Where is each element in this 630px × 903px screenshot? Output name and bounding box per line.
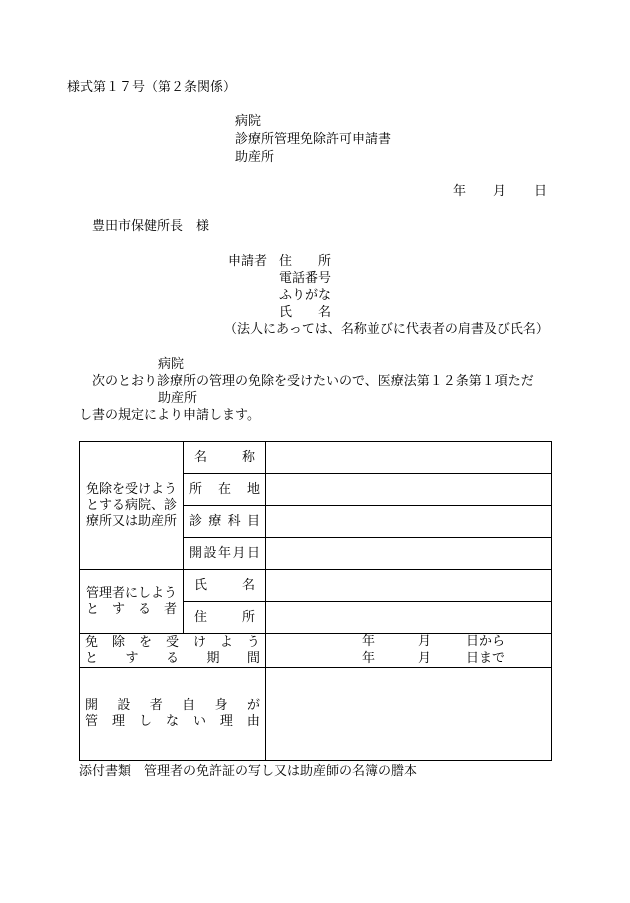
period-from-year: 年 — [362, 634, 376, 649]
facility-group-label: 免除を受けよう とする病院、診 療所又は助産所 — [80, 442, 184, 570]
date-month: 月 — [493, 184, 507, 199]
addressee: 豊田市保健所長 様 — [92, 219, 210, 234]
attachment-note: 添付書類 管理者の免許証の写し又は助産師の名簿の謄本 — [79, 764, 418, 779]
table-row — [80, 668, 552, 761]
applicant-phone: 電話番号 — [279, 271, 332, 286]
field-label-location: 所 在 地 — [184, 474, 266, 506]
date-day: 日 — [534, 184, 548, 199]
field-value-opening-date[interactable] — [266, 538, 552, 570]
title-line-hospital: 病院 — [235, 114, 262, 129]
body-midwifery: 助産所 — [158, 391, 198, 406]
period-to-year: 年 — [362, 651, 376, 666]
applicant-name: 氏 名 — [279, 305, 332, 320]
period-label: 免 除 を 受 け よ う と す る 期 間 — [80, 634, 266, 668]
manager-group-label: 管理者にしよう と す る 者 — [80, 570, 184, 634]
period-to-day: 日まで — [466, 651, 506, 666]
period-value[interactable] — [266, 634, 552, 668]
field-value-departments[interactable] — [266, 506, 552, 538]
period-from-month: 月 — [418, 634, 432, 649]
applicant-note: （法人にあっては、名称並びに代表者の肩書及び氏名） — [224, 322, 549, 337]
reason-label: 開 設 者 自 身 が 管 理 し な い 理 由 — [80, 668, 266, 761]
table-row — [80, 570, 552, 602]
field-value-manager-name[interactable] — [266, 570, 552, 602]
table-row — [80, 634, 552, 668]
applicant-label: 申請者 — [228, 254, 268, 269]
applicant-furigana: ふりがな — [279, 288, 332, 303]
form-number: 様式第１７号（第２条関係） — [67, 80, 237, 95]
field-label-manager-name: 氏 名 — [184, 570, 266, 602]
table-row — [80, 442, 552, 474]
title-line-main: 診療所管理免除許可申請書 — [235, 132, 392, 147]
body-continuation: し書の規定により申請します。 — [79, 408, 260, 423]
period-from-day: 日から — [466, 634, 506, 649]
body-main-text: 次のとおり診療所の管理の免除を受けたいので、医療法第１２条第１項ただ — [92, 374, 534, 389]
field-value-location[interactable] — [266, 474, 552, 506]
period-to-month: 月 — [418, 651, 432, 666]
field-label-manager-address: 住 所 — [184, 602, 266, 634]
title-line-midwifery: 助産所 — [235, 150, 275, 165]
body-hospital: 病院 — [158, 357, 185, 372]
field-label-name: 名 称 — [184, 442, 266, 474]
application-table — [79, 441, 552, 761]
reason-value[interactable] — [266, 668, 552, 761]
date-year: 年 — [453, 184, 467, 199]
field-label-departments: 診 療 科 目 — [184, 506, 266, 538]
field-value-name[interactable] — [266, 442, 552, 474]
field-value-manager-address[interactable] — [266, 602, 552, 634]
field-label-opening-date: 開 設 年 月 日 — [184, 538, 266, 570]
applicant-address: 住 所 — [279, 254, 332, 269]
